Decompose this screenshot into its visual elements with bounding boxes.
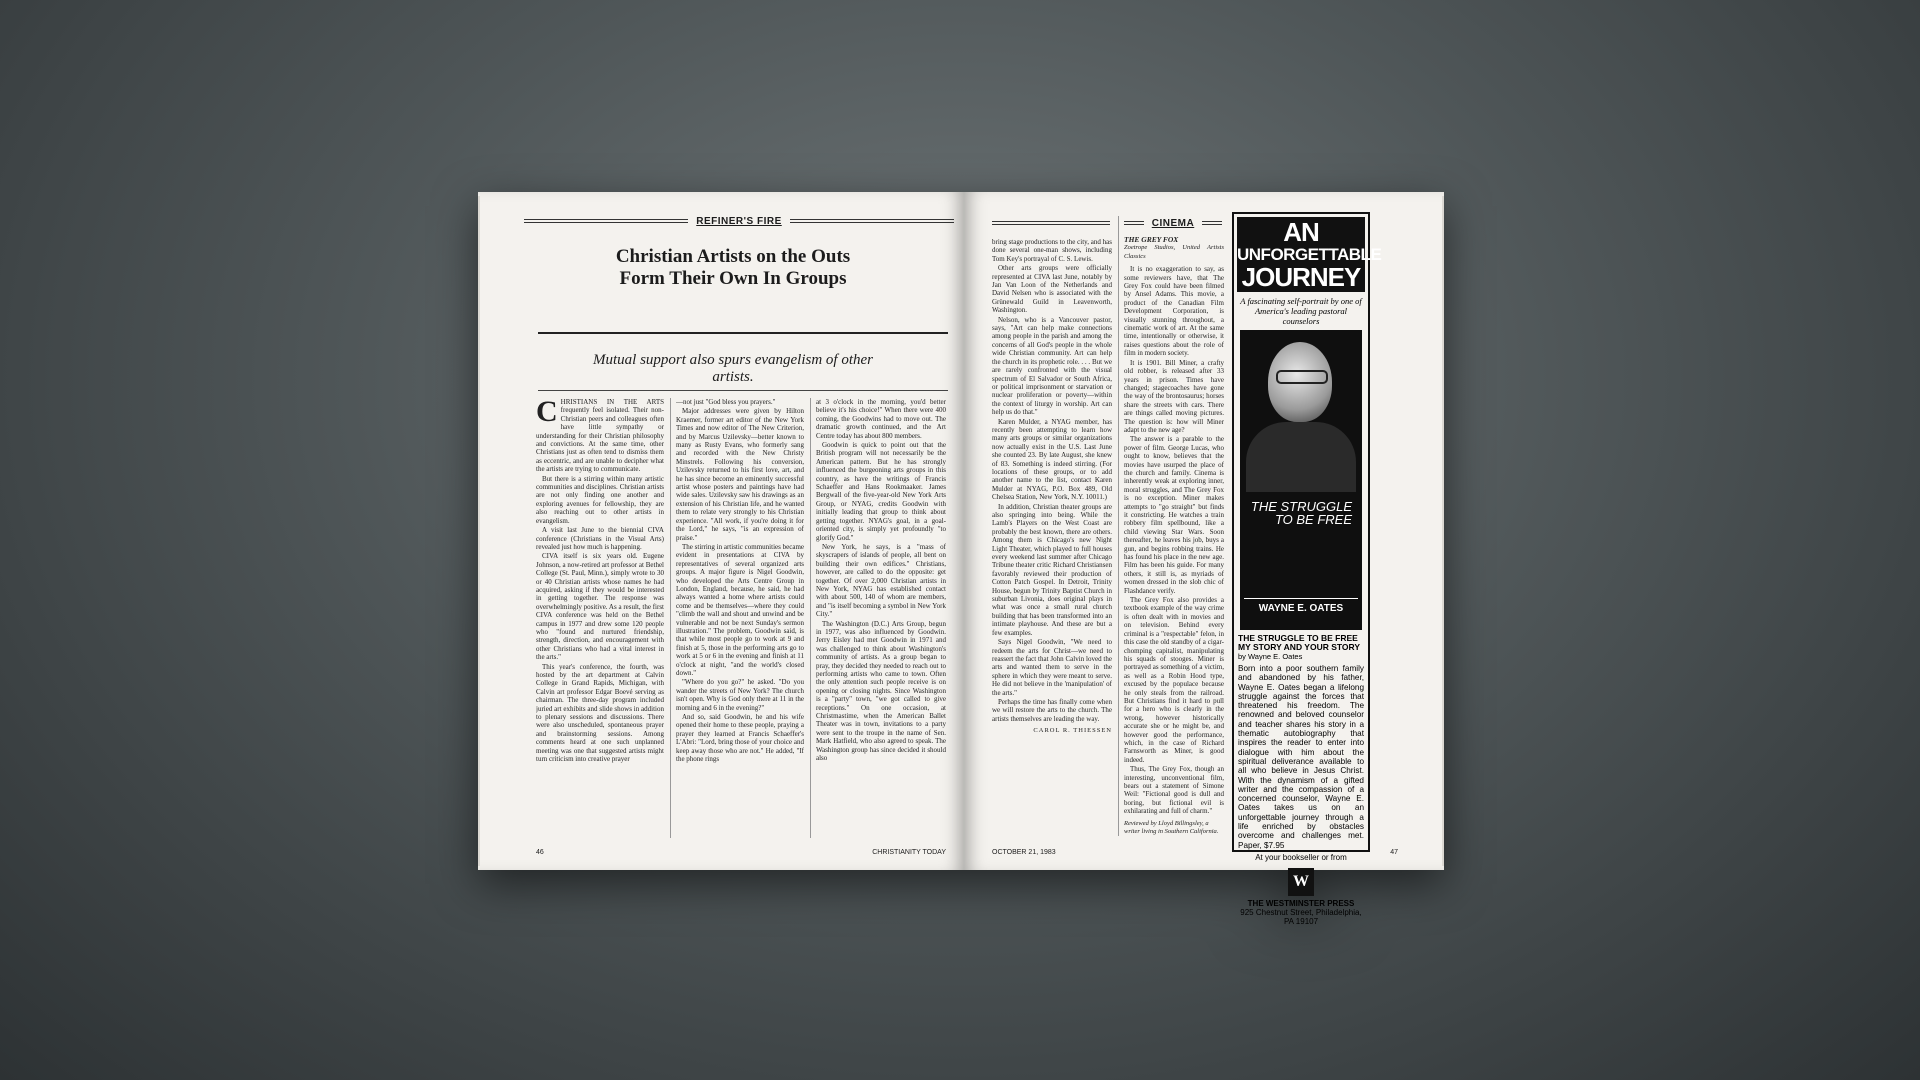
issue-date: OCTOBER 21, 1983 bbox=[992, 849, 1056, 856]
paragraph: —not just "God bless you prayers." bbox=[676, 398, 776, 406]
book-byline: by Wayne E. Oates bbox=[1238, 652, 1303, 661]
paragraph: It is 1901. Bill Miner, a crafty old robber, is released after 33 years in prison. Times have changed; stagecoaches have gone the way of the brontosaurus; horses share the streets with cars. There are things called moving pictures. The question is: how will Miner adapt to the new age? bbox=[1124, 358, 1224, 434]
ad-body: Born into a poor southern family and abandoned by his father, Wayne E. Oates began a lifelong struggle against the forces that threatened his freedom. The renowned and beloved counselor and teacher shares his story in a thematic autobiography that inspires the reader to enter into dialogue with him about the spiritual deliverance available to all who believe in Jesus Christ. With the dynamism of a gifted writer and the compassion of a concerned counselor, Wayne E. Oates takes us on an unforgettable journey through a life enriched by obstacles overcome and challenges met. Paper, $7.95 bbox=[1238, 664, 1364, 850]
publisher-logo: W bbox=[1288, 868, 1314, 896]
book-advertisement bbox=[1232, 212, 1382, 926]
cinema-header bbox=[1124, 216, 1222, 230]
section-label: REFINER'S FIRE bbox=[696, 215, 782, 227]
publisher-address: PA 19107 bbox=[1283, 916, 1319, 926]
author-figure bbox=[1246, 422, 1356, 492]
article-column-3 bbox=[816, 398, 946, 838]
ad-headline-line: AN bbox=[1283, 217, 1319, 247]
article-deck: Mutual support also spurs evangelism of other artists. bbox=[593, 352, 873, 385]
page-number: 47 bbox=[1390, 849, 1398, 856]
publisher-name: THE WESTMINSTER PRESS bbox=[1247, 898, 1355, 908]
magazine-spread bbox=[478, 192, 1444, 926]
ad-headline bbox=[1237, 217, 1382, 292]
paragraph: Goodwin is quick to point out that the British program will not necessarily be the American pattern. But he has strongly influenced the burgeoning arts groups in this country, as have the writings of Francis Schaeffer and Hans Rookmaaker. James Bergwall of the five-year-old New York Arts Group, or NYAG, credits Goodwin with initially leading that group to think about getting together. NYAG's goal, in a goal-oriented city, is simply yet profoundly "to glorify God." bbox=[816, 441, 946, 542]
magazine-name: CHRISTIANITY TODAY bbox=[872, 849, 946, 856]
publisher-address: 925 Chestnut Street, Philadelphia, bbox=[1240, 907, 1362, 917]
drop-cap: C bbox=[536, 398, 558, 428]
ad-cta: At your bookseller or from bbox=[1255, 852, 1347, 862]
glasses-icon bbox=[1276, 370, 1328, 384]
paragraph: It is no exaggeration to say, as some reviewers have, that The Grey Fox could have been filmed by Ansel Adams. This movie, a product of the Canadian Film Development Corporation, is visually stunning throughout, a cinematic work of art. At the same time, intentionally or otherwise, it raises questions about the role of film in modern society. bbox=[1124, 265, 1224, 358]
paragraph: HRISTIANS IN THE ARTS frequently feel isolated. Their non-Christian peers and colleagues often have little sympathy or understanding for their Christian philosophy and convictions. At the same time, other Christians just as often tend to dismiss them as eccentric, and are unable to decipher what the artists are trying to communicate. bbox=[536, 398, 664, 474]
continued-column bbox=[992, 238, 1112, 830]
ad-headline-line: UNFORGETTABLE bbox=[1237, 245, 1382, 264]
paragraph: bring stage productions to the city, and has done several one-man shows, including Tom Key's portrayal of C. S. Lewis. bbox=[992, 238, 1112, 263]
paragraph: New York, he says, is a "mass of skyscrapers of islands of people, all bent on building their own edifices." Christians, however, are called to do the opposite: get together. Of over 2,000 Christian artists in New York, NYAG has established contact with about 500, 140 of whom are members, and "is itself becoming a symbol in New York City." bbox=[816, 542, 946, 619]
paragraph: In addition, Christian theater groups are also springing into being. While the Lamb's Players on the West Coast are probably the best known, there are others. Among them is Chicago's new Night Light Theater, which played to full houses every weekend last summer after Chicago Tribune theater critic Richard Christiansen favorably reviewed their production of Cotton Patch Gospel. In Detroit, Trinity House, begun by Trinity Baptist Church in suburban Livonia, does original plays in what was once a small rural church building that has been transformed into an intimate playhouse. And these are but a few examples. bbox=[992, 502, 1112, 637]
paragraph: Karen Mulder, a NYAG member, has recently been attempting to learn how many arts groups or similar organizations now actually exist in the U.S. Last June she counted 23. By late August, she knew of 83. Something is indeed stirring. (For locations of these groups, or to add another name to the list, contact Karen Mulder at NYAG, P.O. Box 489, Old Chelsea Station, New York, N.Y. 10011.) bbox=[992, 417, 1112, 502]
film-studio: Zoetrope Studios, United Artists Classics bbox=[1124, 244, 1224, 260]
film-title: THE GREY FOX bbox=[1124, 236, 1179, 244]
paragraph: The Washington (D.C.) Arts Group, begun in 1977, was also influenced by Goodwin. Jerry Eisley had met Goodwin in 1971 and was challenged to think about Washington's community of artists. As a group began to pray, they decided they needed to reach out to performing artists who came to town. Often the only attention such people receive is on opening or closing nights. Since Washington is a "party" town, "we got called to give receptions." On one occasion, at Christmastime, when the American Ballet Theater was in town, invitations to a party were sent to the troupe in the name of Sen. Mark Hatfield, who also agreed to speak. The Washington group has since decided it should also bbox=[816, 619, 946, 763]
byline: CAROL R. THIESSEN bbox=[1033, 727, 1112, 735]
paragraph: at 3 o'clock in the morning, you'd better believe it's his choice!" When there were 400 coming, the Goodwins had to move out. The dramatic growth continued, and the Art Centre today has about 800 members. bbox=[816, 398, 946, 440]
paragraph: The Grey Fox also provides a textbook example of the way crime is often dealt with in movies and on television. Behind every criminal is a "respectable" felon, in this case the old standby of a cigar-chomping capitalist, manipulating his squads of stooges. Miner is portrayed as something of a victim, as well as a Robin Hood type, excused by the populace because he only steals from the railroad. But Christians find it hard to pull for a hero who is clearly in the wrong, however historically accurate she or he might be, and however good the performance, which, in the case of Richard Farnsworth as Miner, is good indeed. bbox=[1124, 596, 1224, 764]
paragraph: Thus, The Grey Fox, though an interesting, unconventional film, bears out a statement of Simone Weil: "Fictional good is dull and boring, but fictional evil is exhilarating and full of charm." bbox=[1124, 765, 1224, 816]
continued-header-rule bbox=[992, 216, 1110, 230]
paragraph: CIVA itself is six years old. Eugene Johnson, a now-retired art professor at Bethel College (St. Paul, Minn.), simply wrote to 30 or 40 Christian artists whose names he had acquired, asking if they would be interested in getting together. The response was overwhelmingly positive. As a result, the first CIVA conference was held on the Bethel campus in 1977 and drew some 120 people who "found and nurtured friendship, strength, direction, and encouragement with other Christians who had a vital interest in the arts." bbox=[536, 552, 664, 662]
column-rule bbox=[1118, 216, 1119, 836]
ad-headline-line: JOURNEY bbox=[1241, 262, 1361, 292]
cinema-label: CINEMA bbox=[1151, 217, 1195, 229]
divider bbox=[538, 390, 948, 391]
column-rule bbox=[810, 398, 811, 838]
paragraph: And so, said Goodwin, he and his wife opened their home to these people, praying a prayer they learned at Francis Schaeffer's L'Abri: "Lord, bring those of your choice and keep away those who are not." He added, "If the phone rings bbox=[676, 713, 804, 764]
ad-tagline: A fascinating self-portrait by one of America's leading pastoral counselors bbox=[1240, 296, 1362, 326]
author-photo bbox=[1240, 330, 1362, 630]
book-subtitle: THE STRUGGLE TO BE FREE MY STORY AND YOUR STORY bbox=[1238, 633, 1361, 652]
divider bbox=[538, 332, 948, 334]
article-column-2 bbox=[676, 398, 804, 838]
paragraph: Says Nigel Goodwin, "We need to redeem the arts for Christ—we need to reassert the fact that John Calvin loved the arts and wanted them to serve in the sphere in which they were meant to serve. He did not believe in the 'manipulation' of the arts." bbox=[992, 638, 1112, 697]
paragraph: Major addresses were given by Hilton Kraemer, former art editor of the New York Times and now editor of The New Criterion, and by Marcus Uzilevsky—better known to many as Rusty Evans, who formerly sang and recorded with the New Christy Minstrels. Following his conversion, Uzilevsky returned to his first love, art, and he has since become an eminently successful artist whose posters and paintings have had wide sales. Uzilevsky saw his drawings as an extension of his Christian life, and he wanted them to relate very strongly to his Christian experience. "All work, if you're doing it for the Lord," he says, "is an expression of praise." bbox=[676, 407, 804, 542]
paragraph: A visit last June to the biennial CIVA conference (Christians in the Visual Arts) revealed just how much is happening. bbox=[536, 526, 664, 551]
paragraph: Other arts groups were officially represented at CIVA last June, notably by Jan Van Loon of the Netherlands and David Nelsen who is associated with the Grünewald Guild in Leavenworth, Washington. bbox=[992, 264, 1112, 315]
article-headline: Christian Artists on the Outs Form Their Own In Groups bbox=[615, 246, 851, 289]
paragraph: This year's conference, the fourth, was hosted by the art department at Calvin College in Grand Rapids, Michigan, with Calvin art professor Edgar Boevé serving as chairman. The three-day program included juried art exhibits and slide shows in addition to plenary sessions and discussions. There were also unscheduled, spontaneous prayer and brainstorming sessions. Among comments heard at one such unplanned meeting was one that suggested artists might turn criticism into creative prayer bbox=[536, 662, 664, 764]
paragraph: The stirring in artistic communities became evident in presentations at CIVA by representatives of several organized arts groups. A major figure is Nigel Goodwin, who developed the Arts Centre Group in London, England, because, he said, he had always wanted a home where artists could come and be themselves—where they could "climb the wall and shout and unwind and be vulnerable and not be next Sunday's sermon illustration." The problem, Goodwin said, is that while most people go to work at 9 and finish at 5, those in the performing arts go to work at 5 or 6 in the evening and finish at 11 o'clock at night, "and the world's closed down." bbox=[676, 542, 804, 677]
review-credit: Reviewed by Lloyd Billingsley, a writer living in Southern California. bbox=[1124, 820, 1219, 835]
cover-author: WAYNE E. OATES bbox=[1244, 598, 1358, 614]
article-column-1 bbox=[536, 398, 664, 838]
cinema-column bbox=[1124, 236, 1224, 816]
column-rule bbox=[670, 398, 671, 838]
paragraph: Nelson, who is a Vancouver pastor, says, "Art can help make connections among people in the parish and among the concerns of all God's people in the whole wide Christian community. Art can help the church in its prophetic role. . . . But we are rarely confronted with the visual spectrum of El Salvador or South Africa, or political imprisonment or starvation or nuclear proliferation or poverty—within the context of liturgy in worship. Art can help us do that." bbox=[992, 315, 1112, 417]
paragraph: The answer is a parable to the power of film. George Lucas, who ought to know, believes that the movies have usurped the place of the church and family. Cinema is inherently weak at exploring inner, moral struggles, and The Grey Fox is no exception. Miner makes attempts to "go straight" but finds it constricting. He watches a train robbery film spellbound, like a child viewing Star Wars. Soon thereafter, he leaves his job, buys a gun, and begins robbing trains. He has found his place in the new age. Film has been his guide. For many others, it still is, as myriads of women dressed in the slob chic of Flashdance verify. bbox=[1124, 435, 1224, 595]
paragraph: Perhaps the time has finally come when we will restore the arts to the church. The artists themselves are leading the way. bbox=[992, 697, 1112, 723]
left-page bbox=[478, 192, 964, 870]
cover-title: THE STRUGGLE TO BE FREE bbox=[1250, 499, 1352, 527]
page-number: 46 bbox=[536, 849, 544, 856]
paragraph: But there is a stirring within many artistic communities and disciplines. Christian artists are not only finding one another and exploring avenues for fellowship, they are also reaching out to other artists in evangelism. bbox=[536, 474, 664, 525]
paragraph: "Where do you go?" he asked. "Do you wander the streets of New York? The church isn't open. Why is God only there at 11 in the morning and 6 in the evening?" bbox=[676, 678, 804, 712]
right-page bbox=[964, 192, 1444, 870]
section-header bbox=[524, 214, 954, 228]
